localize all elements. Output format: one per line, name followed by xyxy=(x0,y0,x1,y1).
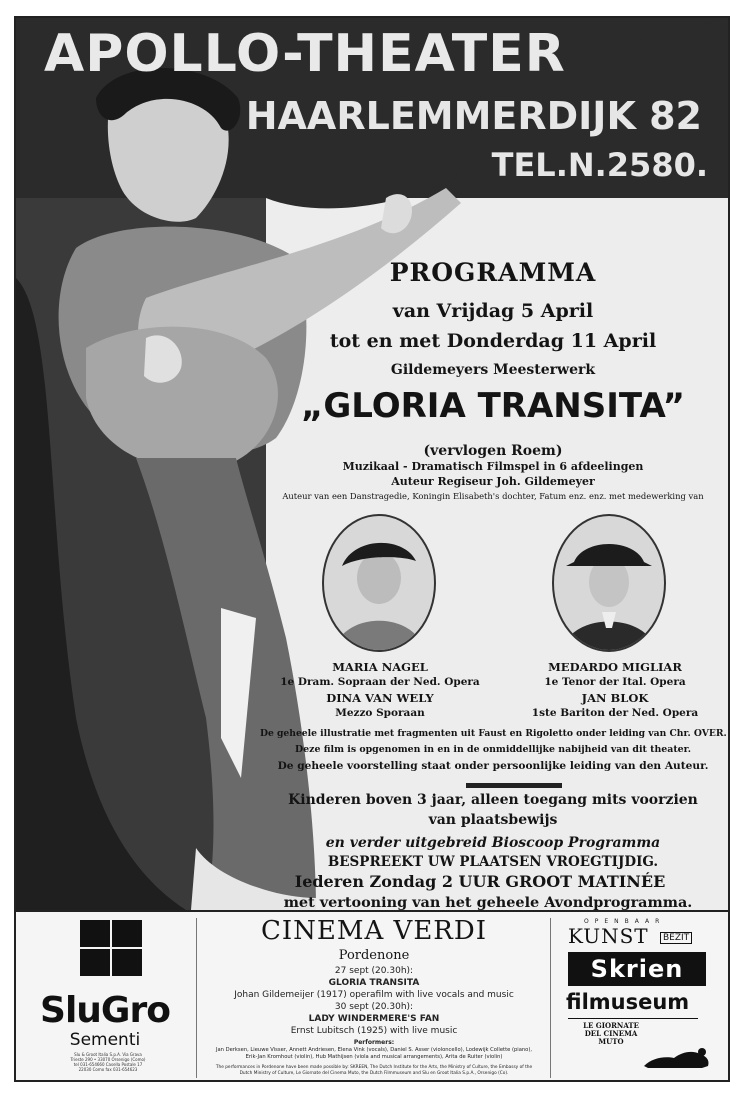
poster-sheet xyxy=(14,16,730,1082)
kunst-top-label: OPENBAAR xyxy=(584,918,666,925)
performers-label: Performers: xyxy=(353,1039,395,1046)
cast-name: MEDARDO MIGLIAR xyxy=(548,660,682,674)
filmmuseum-logo: filmuseum xyxy=(566,990,690,1014)
film-title: „GLORIA TRANSITA” xyxy=(301,386,685,426)
author-line: Auteur van een Danstragedie, Koningin Elisabeth's dochter, Fatum enz. enz. met medewerking van xyxy=(282,491,704,501)
kunst-logo: KUNST xyxy=(568,924,649,948)
cast-role: 1e Dram. Sopraan der Ned. Opera xyxy=(280,676,480,688)
giornate-logo xyxy=(578,1022,644,1046)
program-panel xyxy=(260,202,726,908)
children-notice: Kinderen boven 3 jaar, alleen toegang mits voorzien xyxy=(288,792,698,808)
cinema-name: CINEMA VERDI xyxy=(260,916,487,946)
film-director: Auteur Regiseur Joh. Gildemeyer xyxy=(391,475,595,488)
credits-line: The performances in Pordenone have been made possible by: SKREEN, The Dutch Institute for the Arts, the Ministry of Culture, the Embassy of the xyxy=(215,1065,533,1070)
evening-notice: met vertooning van het geheele Avondprogramma. xyxy=(283,894,693,910)
show1-desc: Johan Gildemeijer (1917) operafilm with live vocals and music xyxy=(234,990,514,1000)
programma-heading: PROGRAMMA xyxy=(389,258,597,287)
show2-desc: Ernst Lubitsch (1925) with live music xyxy=(290,1026,458,1036)
sponsor-block xyxy=(16,912,194,1082)
presenter-line: Gildemeyers Meesterwerk xyxy=(390,362,596,378)
footer-divider xyxy=(196,918,197,1078)
sponsor-name: SluGro xyxy=(40,990,170,1031)
extra-program: en verder uitgebreid Bioscoop Programma xyxy=(325,835,661,851)
portrait-maria-nagel xyxy=(322,514,436,652)
dates-from: van Vrijdag 5 April xyxy=(392,300,594,322)
matinee-notice: Iederen Zondag 2 UUR GROOT MATINÉE xyxy=(294,872,666,891)
skrien-logo: Skrien xyxy=(568,952,706,986)
show1-date: 27 sept (20.30h): xyxy=(334,966,414,976)
theater-phone: TEL.N.2580. xyxy=(491,146,708,184)
show2-date: 30 sept (20.30h): xyxy=(334,1002,414,1012)
cinema-city: Pordenone xyxy=(338,948,410,963)
performers-list-2: Erik-Jan Kromhout (violin), Hub Mathijsen (viola and musical arrangements), Arita de Ruiter (violin) xyxy=(245,1054,503,1060)
partner-logos xyxy=(556,912,728,1082)
reclining-figure-icon xyxy=(642,1046,712,1070)
illustration-note: De geheele illustratie met fragmenten uit Faust en Rigoletto onder leiding van Chr. OVER. xyxy=(260,728,727,739)
cast-name: MARIA NAGEL xyxy=(332,660,428,674)
show2-title: LADY WINDERMERE'S FAN xyxy=(308,1014,440,1024)
children-notice-2: van plaatsbewijs xyxy=(428,812,558,828)
cast-name: JAN BLOK xyxy=(581,691,649,705)
book-seats: BESPREEKT UW PLAATSEN VROEGTIJDIG. xyxy=(327,854,659,870)
direction-note: De geheele voorstelling staat onder persoonlijke leiding van den Auteur. xyxy=(277,760,709,772)
sponsor-sub: Sementi xyxy=(69,1030,141,1050)
film-subtitle: (vervlogen Roem) xyxy=(423,443,563,459)
kunst-bezit-label: BEZIT xyxy=(660,932,692,944)
film-genre: Muzikaal - Dramatisch Filmspel in 6 afdeelingen xyxy=(342,460,644,473)
giornate-line: LE GIORNATE xyxy=(583,1021,639,1030)
theater-name: APOLLO-THEATER xyxy=(44,24,566,84)
sponsor-logo-icon xyxy=(80,920,142,976)
cast-role: 1ste Bariton der Ned. Opera xyxy=(531,707,699,719)
footer-divider xyxy=(550,918,551,1078)
giornate-line: MUTO xyxy=(598,1037,624,1046)
cast-role: 1e Tenor der Ital. Opera xyxy=(544,676,686,688)
logo-divider xyxy=(568,1018,698,1019)
divider-rule xyxy=(466,783,562,788)
festival-footer xyxy=(16,910,728,1082)
sponsor-fine-print: Slu & Groot Italia S.p.A. Via Grava Trieste 290 • 33070 Orsenigo (Como) tel 031-654660 Casella Postale 17 22030 Como fax 031-654623 xyxy=(70,1052,146,1072)
theater-address: HAARLEMMERDIJK 82 xyxy=(245,94,702,138)
show1-title: GLORIA TRANSITA xyxy=(328,978,420,988)
giornate-line: DEL CINEMA xyxy=(584,1029,638,1038)
poster-artwork xyxy=(16,18,728,910)
portrait-medardo-migliar xyxy=(552,514,666,652)
cast-role: Mezzo Sporaan xyxy=(335,707,425,719)
performers-list: Jan Derksen, Lieuwe Visser, Annett Andriesen, Elena Vink (vocals), Daniel S. Asser (violoncello), Lodewijk Collette (piano), xyxy=(215,1047,533,1053)
cast-name: DINA VAN WELY xyxy=(326,691,434,705)
cinema-block xyxy=(202,912,546,1082)
dates-to: tot en met Donderdag 11 April xyxy=(329,330,657,352)
recording-note: Deze film is opgenomen in en in de onmiddellijke nabijheid van dit theater. xyxy=(295,744,691,755)
credits-line-2: Dutch Ministry of Culture, Le Giornate del Cinema Muto, the Dutch Filmmuseum and Slu en Groot Italia S.p.A., Orsenigo (Co). xyxy=(239,1071,509,1076)
